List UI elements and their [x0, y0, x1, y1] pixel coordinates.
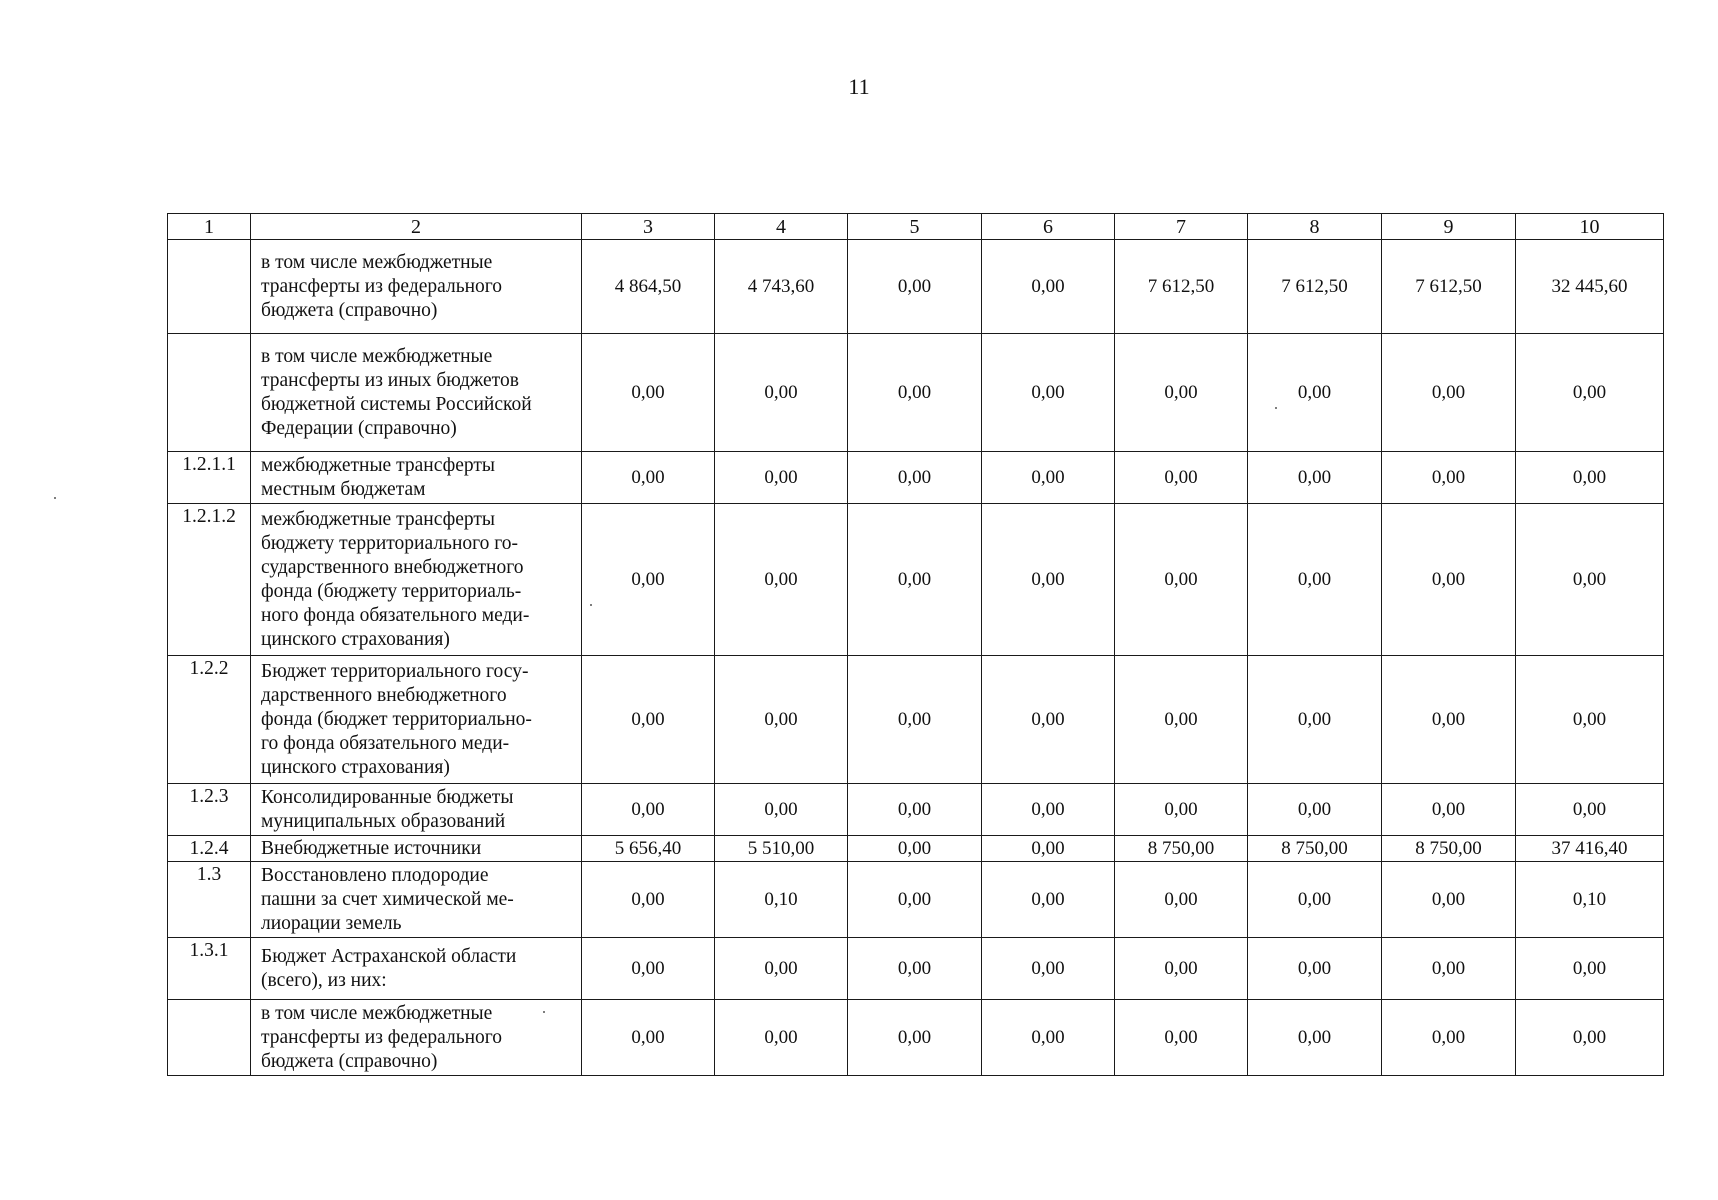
value-cell: 0,00: [1382, 938, 1516, 1000]
table-row: [168, 1000, 1664, 1076]
value-cell: 0,00: [848, 504, 982, 656]
table-header-row: [168, 214, 1664, 240]
value-cell: 0,00: [848, 938, 982, 1000]
description-line: муниципальных образований: [261, 810, 506, 832]
value-cell: 0,00: [1382, 862, 1516, 938]
row-description-cell: [251, 784, 582, 836]
table-row: [168, 504, 1664, 656]
row-number-cell: [168, 1000, 251, 1076]
column-header: 5: [848, 214, 982, 240]
description-line: Консолидированные бюджеты: [261, 786, 514, 808]
value-cell: 0,00: [1115, 656, 1248, 784]
value-cell: 0,00: [1115, 784, 1248, 836]
value-cell: 0,00: [1516, 656, 1664, 784]
description-line: межбюджетные трансферты: [261, 454, 495, 476]
row-number-cell: 1.3: [168, 862, 251, 938]
scan-artifact: [54, 497, 56, 499]
row-description-cell: [251, 504, 582, 656]
value-cell: 8 750,00: [1248, 836, 1382, 862]
value-cell: 0,00: [1382, 504, 1516, 656]
value-cell: 0,00: [982, 836, 1115, 862]
table-row: [168, 862, 1664, 938]
table-row: [168, 836, 1664, 862]
value-cell: 0,00: [1382, 656, 1516, 784]
value-cell: 0,00: [848, 240, 982, 334]
row-description-cell: [251, 334, 582, 452]
value-cell: 0,00: [1248, 784, 1382, 836]
value-cell: 0,00: [848, 452, 982, 504]
value-cell: 0,00: [582, 334, 715, 452]
description-line: бюджета (справочно): [261, 299, 438, 321]
budget-table: [167, 213, 1664, 1076]
value-cell: 0,00: [1516, 1000, 1664, 1076]
description-line: фонда (бюджету территориаль-: [261, 580, 522, 602]
description-line: ного фонда обязательного меди-: [261, 604, 530, 626]
table-row: [168, 240, 1664, 334]
value-cell: 0,00: [715, 452, 848, 504]
description-line: Бюджет территориального госу-: [261, 660, 529, 682]
row-number-cell: 1.2.1.2: [168, 504, 251, 656]
value-cell: 0,00: [1382, 452, 1516, 504]
value-cell: 0,00: [1115, 1000, 1248, 1076]
value-cell: 0,00: [1115, 938, 1248, 1000]
table-row: [168, 784, 1664, 836]
value-cell: 0,00: [1248, 504, 1382, 656]
description-line: трансферты из федерального: [261, 275, 503, 297]
value-cell: 0,00: [1248, 938, 1382, 1000]
value-cell: 0,00: [1382, 784, 1516, 836]
table-row: [168, 938, 1664, 1000]
description-line: в том числе межбюджетные: [261, 251, 493, 273]
row-number-cell: 1.2.3: [168, 784, 251, 836]
value-cell: 0,00: [1248, 656, 1382, 784]
value-cell: 0,00: [1516, 784, 1664, 836]
row-number-cell: 1.2.4: [168, 836, 251, 862]
table-row: [168, 656, 1664, 784]
value-cell: 0,10: [1516, 862, 1664, 938]
value-cell: 0,00: [982, 938, 1115, 1000]
table-row: [168, 334, 1664, 452]
value-cell: 0,00: [1115, 862, 1248, 938]
description-line: Федерации (справочно): [261, 417, 457, 439]
column-header: 8: [1248, 214, 1382, 240]
value-cell: 0,00: [582, 784, 715, 836]
value-cell: 0,00: [1248, 334, 1382, 452]
row-description-cell: [251, 656, 582, 784]
description-line: цинского страхования): [261, 756, 450, 778]
column-header: 1: [168, 214, 251, 240]
value-cell: 0,00: [982, 334, 1115, 452]
value-cell: 0,00: [848, 1000, 982, 1076]
value-cell: 0,10: [715, 862, 848, 938]
value-cell: 0,00: [982, 656, 1115, 784]
value-cell: 0,00: [848, 334, 982, 452]
description-line: в том числе межбюджетные: [261, 1002, 493, 1024]
description-line: бюджету территориального го-: [261, 532, 519, 554]
value-cell: 0,00: [982, 504, 1115, 656]
row-description-cell: [251, 1000, 582, 1076]
column-header: 10: [1516, 214, 1664, 240]
value-cell: 0,00: [1382, 1000, 1516, 1076]
value-cell: 8 750,00: [1382, 836, 1516, 862]
value-cell: 0,00: [715, 504, 848, 656]
description-line: трансферты из федерального: [261, 1026, 503, 1048]
description-line: (всего), из них:: [261, 969, 387, 991]
value-cell: 0,00: [848, 656, 982, 784]
page-number: 11: [848, 74, 870, 99]
value-cell: 0,00: [982, 784, 1115, 836]
row-description-cell: [251, 938, 582, 1000]
row-description-cell: [251, 452, 582, 504]
description-line: межбюджетные трансферты: [261, 508, 495, 530]
description-line: Восстановлено плодородие: [261, 864, 489, 886]
description-line: бюджета (справочно): [261, 1050, 438, 1072]
description-line: дарственного внебюджетного: [261, 684, 507, 706]
column-header: 7: [1115, 214, 1248, 240]
value-cell: 0,00: [848, 862, 982, 938]
row-number-cell: [168, 240, 251, 334]
row-description-cell: [251, 836, 582, 862]
value-cell: 0,00: [1516, 938, 1664, 1000]
row-number-cell: [168, 334, 251, 452]
value-cell: 4 743,60: [715, 240, 848, 334]
value-cell: 0,00: [1248, 452, 1382, 504]
row-number-cell: 1.2.2: [168, 656, 251, 784]
row-number-cell: 1.3.1: [168, 938, 251, 1000]
value-cell: 0,00: [982, 862, 1115, 938]
column-header: 4: [715, 214, 848, 240]
value-cell: 0,00: [1115, 452, 1248, 504]
table-row: [168, 452, 1664, 504]
value-cell: 0,00: [715, 656, 848, 784]
value-cell: 0,00: [582, 862, 715, 938]
description-line: Внебюджетные источники: [261, 837, 482, 859]
value-cell: 0,00: [982, 452, 1115, 504]
value-cell: 0,00: [582, 938, 715, 1000]
value-cell: 0,00: [715, 1000, 848, 1076]
value-cell: 0,00: [715, 784, 848, 836]
description-line: бюджетной системы Российской: [261, 393, 532, 415]
description-line: фонда (бюджет территориально-: [261, 708, 532, 730]
value-cell: 0,00: [582, 1000, 715, 1076]
value-cell: 0,00: [1516, 334, 1664, 452]
value-cell: 0,00: [1382, 334, 1516, 452]
value-cell: 0,00: [582, 656, 715, 784]
value-cell: 4 864,50: [582, 240, 715, 334]
value-cell: 0,00: [715, 938, 848, 1000]
value-cell: 5 656,40: [582, 836, 715, 862]
row-number-cell: 1.2.1.1: [168, 452, 251, 504]
description-line: трансферты из иных бюджетов: [261, 369, 519, 391]
value-cell: 0,00: [582, 452, 715, 504]
column-header: 6: [982, 214, 1115, 240]
value-cell: 0,00: [582, 504, 715, 656]
column-header: 3: [582, 214, 715, 240]
value-cell: 0,00: [1248, 1000, 1382, 1076]
description-line: сударственного внебюджетного: [261, 556, 524, 578]
value-cell: 5 510,00: [715, 836, 848, 862]
value-cell: 0,00: [982, 240, 1115, 334]
value-cell: 0,00: [848, 836, 982, 862]
column-header: 2: [251, 214, 582, 240]
description-line: лиорации земель: [261, 912, 402, 934]
value-cell: 0,00: [1115, 504, 1248, 656]
row-description-cell: [251, 240, 582, 334]
value-cell: 37 416,40: [1516, 836, 1664, 862]
row-description-cell: [251, 862, 582, 938]
value-cell: 0,00: [715, 334, 848, 452]
value-cell: 0,00: [1115, 334, 1248, 452]
description-line: в том числе межбюджетные: [261, 345, 493, 367]
description-line: Бюджет Астраханской области: [261, 945, 517, 967]
column-header: 9: [1382, 214, 1516, 240]
value-cell: 7 612,50: [1115, 240, 1248, 334]
value-cell: 0,00: [1516, 452, 1664, 504]
value-cell: 7 612,50: [1382, 240, 1516, 334]
value-cell: 0,00: [982, 1000, 1115, 1076]
description-line: го фонда обязательного меди-: [261, 732, 510, 754]
value-cell: 8 750,00: [1115, 836, 1248, 862]
description-line: местным бюджетам: [261, 478, 426, 500]
value-cell: 0,00: [1248, 862, 1382, 938]
value-cell: 0,00: [1516, 504, 1664, 656]
value-cell: 0,00: [848, 784, 982, 836]
value-cell: 32 445,60: [1516, 240, 1664, 334]
value-cell: 7 612,50: [1248, 240, 1382, 334]
description-line: цинского страхования): [261, 628, 450, 650]
description-line: пашни за счет химической ме-: [261, 888, 514, 910]
